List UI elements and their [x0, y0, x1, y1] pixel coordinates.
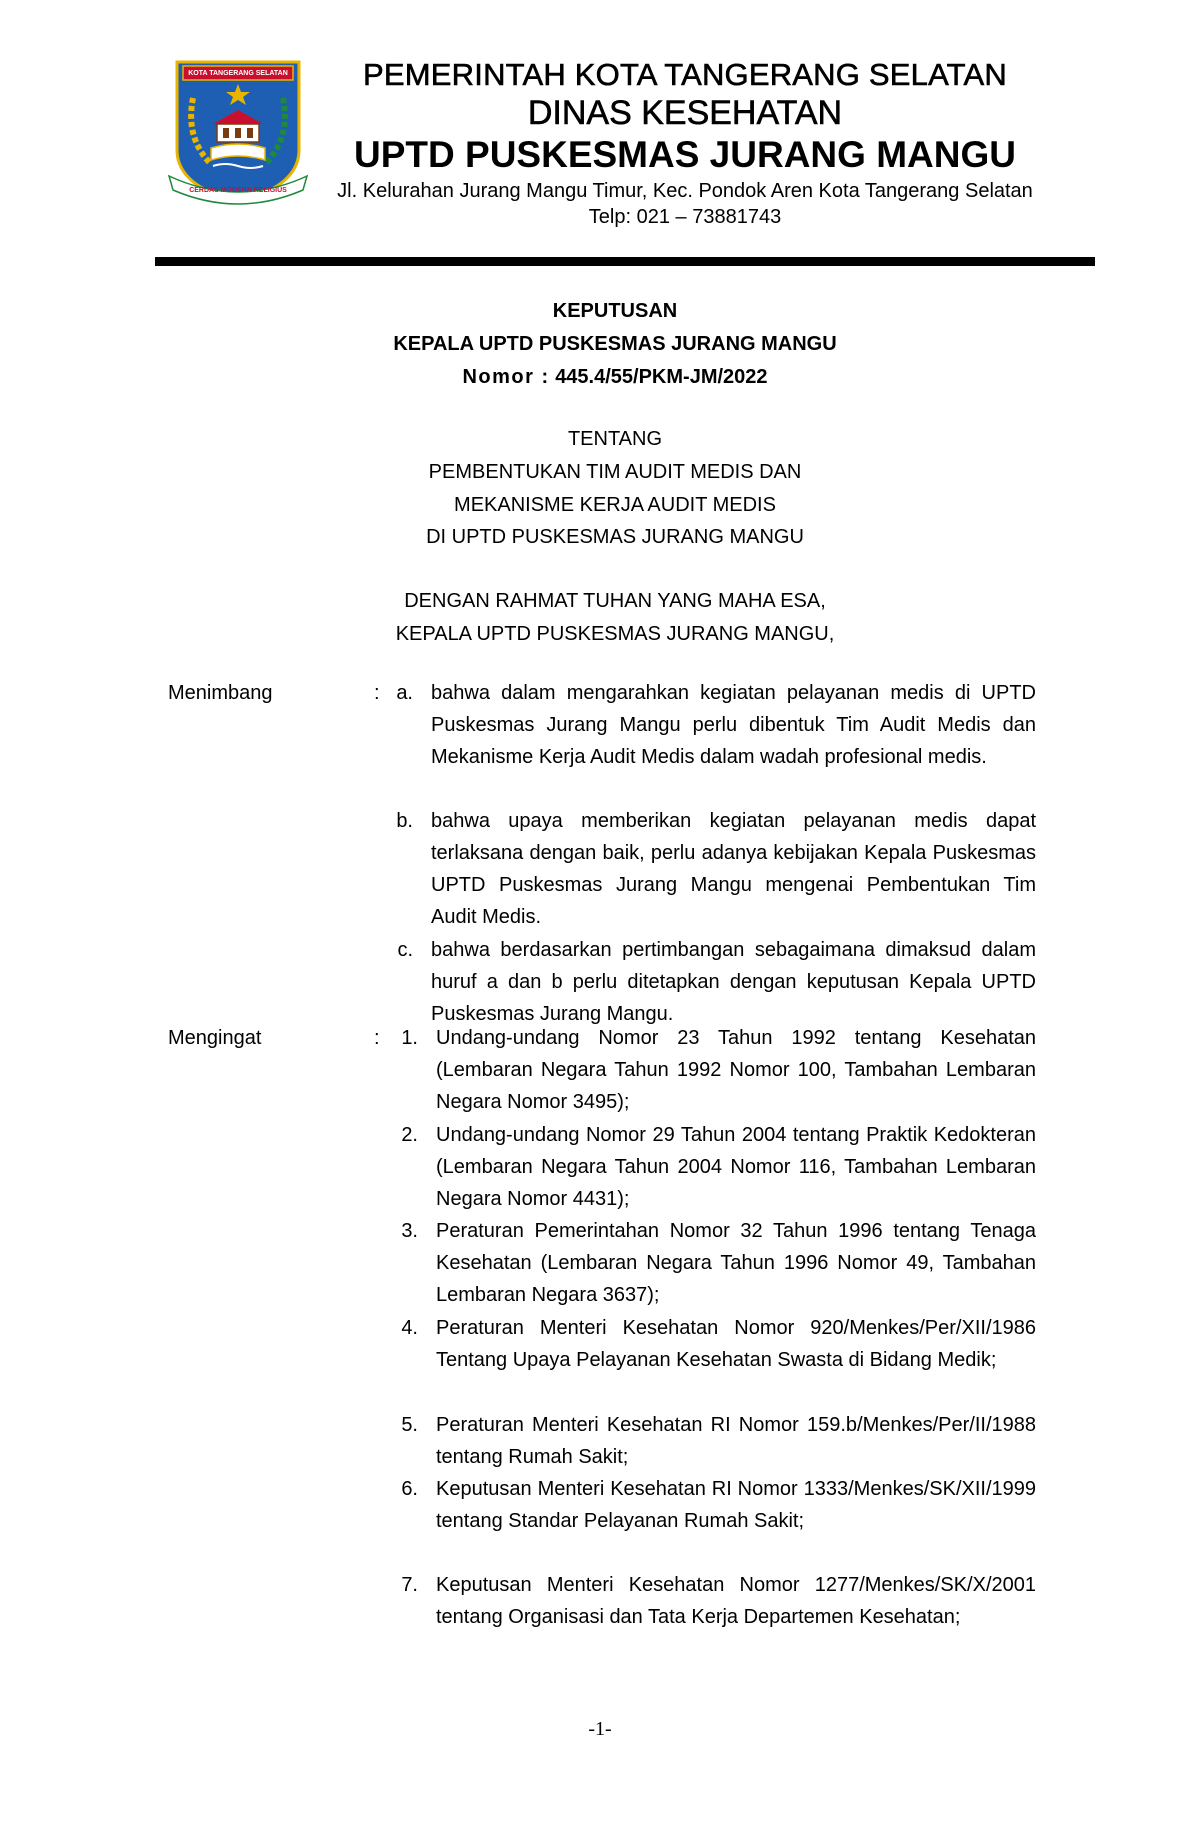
menimbang-label: Menimbang	[168, 682, 273, 704]
letterhead-phone: Telp: 021 – 73881743	[588, 206, 782, 228]
subject-line-2: MEKANISME KERJA AUDIT MEDIS	[454, 494, 776, 516]
mengingat-mark-5: 5.	[401, 1414, 418, 1436]
subject-heading: TENTANG	[567, 428, 663, 450]
decree-number	[0, 366, 1200, 389]
logo-motto-text: CERDAS MODERN RELIGIUS	[189, 187, 287, 194]
letterhead-government: PEMERINTAH KOTA TANGERANG SELATAN	[363, 57, 1007, 92]
mengingat-mark-3: 3.	[401, 1220, 418, 1242]
mengingat-mark-1: 1.	[401, 1027, 418, 1049]
mengingat-mark-6: 6.	[401, 1478, 418, 1500]
letterhead-divider	[155, 257, 1095, 266]
decree-number-value: 445.4/55/PKM-JM/2022	[555, 366, 768, 388]
preamble-line-1: DENGAN RAHMAT TUHAN YANG MAHA ESA,	[404, 590, 826, 612]
mengingat-item-7: Keputusan Menteri Kesehatan Nomor 1277/Menkes/SK/X/2001 tentang Organisasi dan Tata Kerja Departemen Kesehatan;	[436, 1574, 1036, 1628]
letterhead-department: DINAS KESEHATAN	[527, 94, 843, 132]
mengingat-item-1: Undang-undang Nomor 23 Tahun 1992 tentang Kesehatan (Lembaran Negara Tahun 1992 Nomor 100, Tambahan Lembaran Negara Nomor 3495);	[436, 1027, 1036, 1113]
mengingat-item-6: Keputusan Menteri Kesehatan RI Nomor 1333/Menkes/SK/XII/1999 tentang Standar Pelayanan Rumah Sakit;	[436, 1478, 1036, 1532]
menimbang-colon: :	[374, 682, 380, 704]
mengingat-mark-4: 4.	[401, 1317, 418, 1339]
preamble-line-2: KEPALA UPTD PUSKESMAS JURANG MANGU,	[395, 623, 835, 645]
subject-line-3: DI UPTD PUSKESMAS JURANG MANGU	[426, 526, 804, 548]
mengingat-item-4: Peraturan Menteri Kesehatan Nomor 920/Menkes/Per/XII/1986 Tentang Upaya Pelayanan Kesehatan Swasta di Bidang Medik;	[436, 1317, 1036, 1371]
subject-line-1: PEMBENTUKAN TIM AUDIT MEDIS DAN	[428, 461, 802, 483]
decree-issuer: KEPALA UPTD PUSKESMAS JURANG MANGU	[393, 333, 837, 355]
menimbang-mark-a: a.	[396, 682, 413, 704]
decree-number-label: Nomor :	[462, 366, 550, 388]
menimbang-mark-c: c.	[397, 939, 413, 961]
mengingat-item-5: Peraturan Menteri Kesehatan RI Nomor 159.b/Menkes/Per/II/1988 tentang Rumah Sakit;	[436, 1414, 1036, 1468]
mengingat-mark-7: 7.	[401, 1574, 418, 1596]
city-emblem-logo	[165, 58, 311, 206]
menimbang-item-b: bahwa upaya memberikan kegiatan pelayanan medis dapat terlaksana dengan baik, perlu adanya kebijakan Kepala Puskesmas UPTD Puskesmas Jurang Mangu mengenai Pembentukan Tim Audit Medis.	[431, 810, 1036, 928]
mengingat-item-3: Peraturan Pemerintahan Nomor 32 Tahun 1996 tentang Tenaga Kesehatan (Lembaran Negara Tahun 1996 Nomor 49, Tambahan Lembaran Negara 3637);	[436, 1220, 1036, 1306]
letterhead-institution: UPTD PUSKESMAS JURANG MANGU	[354, 134, 1016, 175]
decree-title: KEPUTUSAN	[552, 300, 678, 322]
mengingat-mark-2: 2.	[401, 1124, 418, 1146]
menimbang-mark-b: b.	[396, 810, 413, 832]
letterhead-address: Jl. Kelurahan Jurang Mangu Timur, Kec. Pondok Aren Kota Tangerang Selatan	[337, 180, 1033, 202]
menimbang-item-c: bahwa berdasarkan pertimbangan sebagaimana dimaksud dalam huruf a dan b perlu ditetapkan dengan keputusan Kepala UPTD Puskesmas Jurang Mangu.	[431, 939, 1036, 1025]
mengingat-colon: :	[374, 1027, 380, 1049]
logo-top-text: KOTA TANGERANG SELATAN	[188, 70, 288, 77]
page-number: -1-	[588, 1718, 612, 1740]
mengingat-label: Mengingat	[168, 1027, 262, 1049]
mengingat-item-2: Undang-undang Nomor 29 Tahun 2004 tentang Praktik Kedokteran (Lembaran Negara Tahun 2004 Nomor 116, Tambahan Lembaran Negara Nomor 4431);	[436, 1124, 1036, 1210]
menimbang-item-a: bahwa dalam mengarahkan kegiatan pelayanan medis di UPTD Puskesmas Jurang Mangu perlu dibentuk Tim Audit Medis dan Mekanisme Kerja Audit Medis dalam wadah profesional medis.	[431, 682, 1036, 768]
